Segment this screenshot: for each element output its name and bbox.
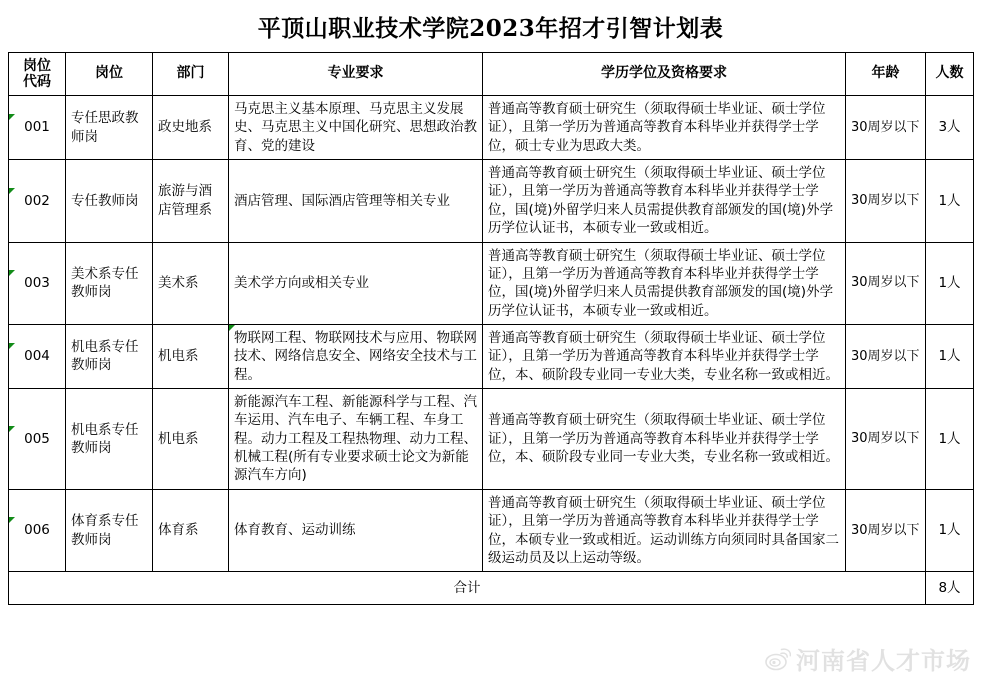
cell-count-inner: 3人 xyxy=(938,119,961,136)
cell-department xyxy=(153,489,229,571)
cell-major xyxy=(229,389,483,490)
cell-code xyxy=(9,324,66,388)
table-container xyxy=(0,52,981,605)
cell-department xyxy=(153,389,229,490)
total-label-text: 合计 xyxy=(453,580,481,597)
watermark xyxy=(765,641,971,676)
cell-post xyxy=(66,324,153,388)
column-header-count: 人数 xyxy=(926,53,974,96)
cell-count-inner: 1人 xyxy=(938,348,961,365)
cell-total-count xyxy=(926,572,974,605)
table-row xyxy=(9,389,974,490)
cell-count-inner: 1人 xyxy=(938,430,961,447)
cell-code-text: 004 xyxy=(24,348,50,365)
cell-code-text: 006 xyxy=(24,522,50,539)
cell-education-inner: 普通高等教育硕士研究生（须取得硕士毕业证、硕士学位证），且第一学历为普通高等教育本科毕业并获得学士学位，本、硕阶段专业同一专业大类，专业名称一致或相近。 xyxy=(488,412,839,466)
cell-major xyxy=(229,242,483,324)
cell-count-inner: 1人 xyxy=(938,192,961,209)
total-count-text: 8人 xyxy=(938,580,961,597)
cell-code xyxy=(9,242,66,324)
cell-department xyxy=(153,324,229,388)
cell-education-inner: 普通高等教育硕士研究生（须取得硕士毕业证、硕士学位证），且第一学历为普通高等教育本科毕业并获得学士学位，硕士专业为思政大类。 xyxy=(488,101,826,154)
cell-post xyxy=(66,96,153,160)
error-flag-icon xyxy=(9,343,15,349)
cell-education-inner: 普通高等教育硕士研究生（须取得硕士毕业证、硕士学位证），且第一学历为普通高等教育本科毕业并获得学士学位，国(境)外留学归来人员需提供教育部颁发的国(境)外学历学位认证书，本硕专业一致或相近。 xyxy=(488,247,834,319)
weibo-eye-icon xyxy=(765,647,791,671)
cell-age-inner: 30周岁以下 xyxy=(851,119,920,135)
cell-major xyxy=(229,324,483,388)
cell-age xyxy=(846,160,926,242)
cell-department xyxy=(153,242,229,324)
cell-age-inner: 30周岁以下 xyxy=(851,275,920,291)
header-row xyxy=(9,53,974,96)
cell-department-inner: 体育系 xyxy=(158,522,199,539)
cell-major-inner: 体育教育、运动训练 xyxy=(234,522,356,539)
error-flag-icon xyxy=(9,517,15,523)
cell-age-inner: 30周岁以下 xyxy=(851,348,920,364)
cell-major-inner: 马克思主义基本原理、马克思主义发展史、马克思主义中国化研究、思想政治教育、党的建设 xyxy=(234,101,477,154)
cell-code-inner xyxy=(9,517,65,543)
cell-department-inner: 旅游与酒店管理系 xyxy=(158,183,212,218)
cell-major xyxy=(229,489,483,571)
cell-department-inner: 机电系 xyxy=(158,430,199,447)
cell-count-inner: 1人 xyxy=(938,522,961,539)
title-row xyxy=(0,0,981,52)
cell-education xyxy=(483,489,846,571)
table-row xyxy=(9,96,974,160)
cell-major-inner xyxy=(229,325,482,388)
cell-age xyxy=(846,389,926,490)
cell-code xyxy=(9,160,66,242)
cell-total-label xyxy=(9,572,926,605)
cell-department-inner: 政史地系 xyxy=(158,119,212,136)
table-row xyxy=(9,160,974,242)
cell-age xyxy=(846,96,926,160)
cell-age xyxy=(846,242,926,324)
cell-code xyxy=(9,389,66,490)
cell-post-inner: 美术系专任教师岗 xyxy=(71,265,139,301)
column-header-code-line2: 代码 xyxy=(23,74,51,90)
column-header-department: 部门 xyxy=(153,53,229,96)
cell-post-inner: 机电系专任教师岗 xyxy=(71,421,139,456)
cell-code-inner xyxy=(9,270,65,296)
total-row xyxy=(9,572,974,605)
recruitment-plan-table xyxy=(8,52,974,605)
cell-age-inner: 30周岁以下 xyxy=(851,192,920,208)
cell-count xyxy=(926,242,974,324)
cell-code xyxy=(9,96,66,160)
cell-major-inner: 新能源汽车工程、新能源科学与工程、汽车运用、汽车电子、车辆工程、车身工程。动力工程及工程热物理、动力工程、机械工程(所有专业要求硕士论文为新能源汽车方向) xyxy=(234,394,477,484)
table-header xyxy=(9,53,974,96)
cell-education-inner: 普通高等教育硕士研究生（须取得硕士毕业证、硕士学位证），且第一学历为普通高等教育本科毕业并获得学士学位，本、硕阶段专业同一专业大类，专业名称一致或相近。 xyxy=(488,329,839,383)
cell-code-inner xyxy=(9,188,65,214)
cell-post-inner: 专任教师岗 xyxy=(71,192,139,209)
cell-education xyxy=(483,160,846,242)
cell-education xyxy=(483,324,846,388)
error-flag-icon xyxy=(9,188,15,194)
cell-code-text: 005 xyxy=(24,430,50,447)
column-header-code xyxy=(9,53,66,96)
cell-education-inner: 普通高等教育硕士研究生（须取得硕士毕业证、硕士学位证），且第一学历为普通高等教育本科毕业并获得学士学位，国(境)外留学归来人员需提供教育部颁发的国(境)外学历学位认证书，本硕专业一致或相近。 xyxy=(488,165,834,237)
cell-count xyxy=(926,489,974,571)
cell-code-inner xyxy=(9,343,65,369)
error-flag-icon xyxy=(9,114,15,120)
cell-code-text: 003 xyxy=(24,275,50,292)
cell-education xyxy=(483,242,846,324)
cell-education xyxy=(483,389,846,490)
cell-code-inner xyxy=(9,114,65,140)
cell-education xyxy=(483,96,846,160)
cell-post xyxy=(66,242,153,324)
cell-code-text: 001 xyxy=(24,119,50,136)
cell-code-inner xyxy=(9,426,65,452)
page-title: 平顶山职业技术学院2023年招才引智计划表 xyxy=(257,14,724,42)
cell-count xyxy=(926,389,974,490)
cell-post-inner: 体育系专任教师岗 xyxy=(71,513,139,548)
error-flag-icon xyxy=(9,270,15,276)
cell-major xyxy=(229,160,483,242)
cell-major-text: 物联网工程、物联网技术与应用、物联网技术、网络信息安全、网络安全技术与工程。 xyxy=(234,329,477,383)
table-body xyxy=(9,96,974,605)
column-header-major: 专业要求 xyxy=(229,53,483,96)
cell-age xyxy=(846,489,926,571)
cell-count-inner: 1人 xyxy=(938,275,961,292)
cell-major-inner: 美术学方向或相关专业 xyxy=(234,275,369,292)
column-header-post: 岗位 xyxy=(66,53,153,96)
cell-age-inner: 30周岁以下 xyxy=(851,522,920,538)
cell-code xyxy=(9,489,66,571)
cell-count xyxy=(926,160,974,242)
table-row xyxy=(9,489,974,571)
cell-count xyxy=(926,96,974,160)
cell-post xyxy=(66,160,153,242)
table-row xyxy=(9,324,974,388)
cell-department-inner: 机电系 xyxy=(158,348,199,365)
cell-count xyxy=(926,324,974,388)
cell-department-inner: 美术系 xyxy=(158,275,199,292)
cell-major xyxy=(229,96,483,160)
watermark-text: 河南省人才市场 xyxy=(796,647,971,675)
cell-major-inner: 酒店管理、国际酒店管理等相关专业 xyxy=(234,192,450,209)
column-header-code-line1: 岗位 xyxy=(23,57,51,74)
cell-department xyxy=(153,160,229,242)
cell-post xyxy=(66,489,153,571)
error-flag-icon xyxy=(9,426,15,432)
cell-age xyxy=(846,324,926,388)
table-row xyxy=(9,242,974,324)
cell-post-inner: 专任思政教师岗 xyxy=(71,110,139,145)
cell-age-inner: 30周岁以下 xyxy=(851,431,920,447)
cell-post-inner: 机电系专任教师岗 xyxy=(71,339,139,374)
cell-department xyxy=(153,96,229,160)
cell-code-text: 002 xyxy=(24,192,50,209)
cell-education-inner: 普通高等教育硕士研究生（须取得硕士毕业证、硕士学位证），且第一学历为普通高等教育本科毕业并获得学士学位，本硕专业一致或相近。运动训练方向须同时具备国家二级运动员及以上运动等级。 xyxy=(488,494,839,566)
column-header-education: 学历学位及资格要求 xyxy=(483,53,846,96)
cell-post xyxy=(66,389,153,490)
column-header-age: 年龄 xyxy=(846,53,926,96)
